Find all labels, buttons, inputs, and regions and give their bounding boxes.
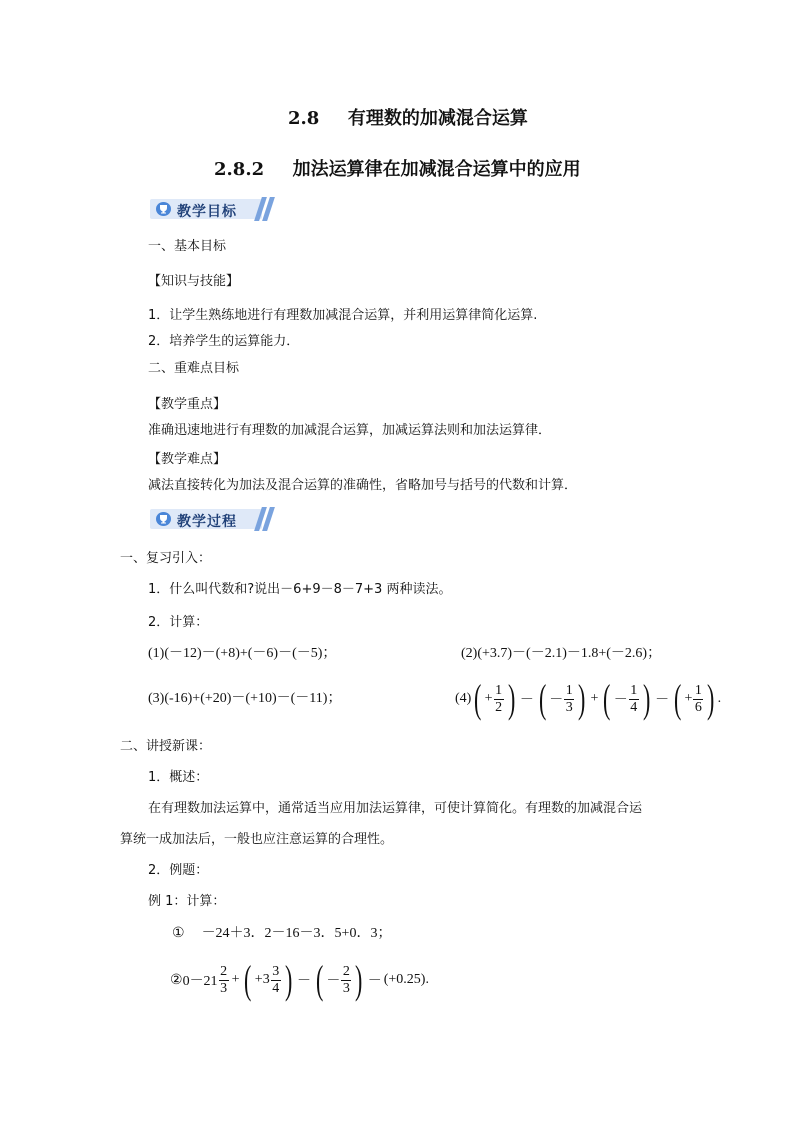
- part-marker: ①: [172, 926, 185, 941]
- sub-title-text: 加法运算律在加减混合运算中的应用: [292, 159, 581, 180]
- example-1-part-b: [170, 959, 429, 1001]
- operator: +: [231, 972, 240, 987]
- period: .: [425, 972, 429, 987]
- paren-open: (: [474, 676, 482, 721]
- fraction: [219, 964, 229, 997]
- overview-line-1: 在有理数加法运算中，通常适当应用加法运算律，可使计算简化。有理数的加减混合运: [148, 801, 643, 816]
- exercise-3: (3)(-16)+(+20)－(+10)－(－11)；: [148, 691, 342, 706]
- knowledge-heading: 【知识与技能】: [148, 274, 240, 289]
- fraction-numerator: 2: [342, 963, 350, 979]
- examples-heading: 2．例题：: [148, 863, 209, 878]
- operator: －: [297, 974, 312, 989]
- fraction-denominator: 3: [565, 699, 573, 715]
- fraction-numerator: 1: [495, 682, 503, 698]
- term-sign: －: [326, 974, 341, 989]
- paren-close: ): [355, 957, 363, 1002]
- expression-start: 0－21: [182, 974, 218, 989]
- example-1-heading: 例 1：计算：: [148, 894, 226, 909]
- overview-line-2: 算统一成加法后，一般也应注意运算的合理性。: [120, 832, 394, 847]
- fraction-numerator: 1: [630, 682, 638, 698]
- operator: +: [590, 691, 599, 706]
- fraction: [629, 683, 639, 716]
- paren-close: ): [507, 676, 515, 721]
- fraction: [693, 683, 703, 716]
- fraction-denominator: 4: [630, 699, 638, 715]
- goal-item-1: 1．让学生熟练地进行有理数加减混合运算，并利用运算律简化运算.: [148, 308, 538, 323]
- exercise-4: [455, 678, 721, 720]
- overview-heading: 1．概述：: [148, 770, 209, 785]
- part-marker: ②: [170, 972, 183, 988]
- term-sign: +: [484, 691, 493, 706]
- paren-close: ): [284, 957, 293, 1002]
- key-goals-heading: 二、重难点目标: [148, 361, 240, 376]
- goal-item-2: 2．培养学生的运算能力．: [148, 334, 300, 349]
- exercise-4-label: (4): [455, 691, 472, 706]
- main-title-text: 有理数的加减混合运算: [347, 108, 528, 129]
- exercise-2: (2)(+3.7)－(－2.1)－1.8+(－2.6)；: [461, 646, 662, 661]
- paren-open: (: [603, 676, 611, 721]
- fraction: [271, 964, 281, 997]
- term-group: (+0.25): [383, 972, 426, 987]
- example-1-part-a: [172, 926, 391, 942]
- banner-label: 教学过程: [177, 514, 237, 530]
- difficulty-text: 减法直接转化为加法及混合运算的准确性，省略加号与括号的代数和计算．: [148, 478, 578, 493]
- term-sign: －: [549, 693, 564, 708]
- fraction-numerator: 2: [220, 963, 228, 979]
- fraction: [341, 964, 351, 997]
- paren-open: (: [674, 676, 682, 721]
- trophy-icon: [156, 512, 171, 526]
- new-lesson-heading: 二、讲授新课：: [120, 739, 212, 754]
- focus-text: 准确迅速地进行有理数的加减混合运算，加减运算法则和加法运算律．: [148, 423, 552, 438]
- fraction-denominator: 3: [220, 980, 228, 996]
- basic-goals-heading: 一、基本目标: [148, 239, 227, 254]
- review-question-1: 1．什么叫代数和?说出－6+9－8－7+3 两种读法。: [148, 582, 452, 597]
- sub-title: [214, 155, 581, 181]
- review-question-2: 2．计算：: [148, 615, 209, 630]
- paren-open: (: [538, 676, 547, 721]
- section-banner-process: [150, 507, 274, 531]
- paren-open: (: [316, 957, 324, 1002]
- fraction-numerator: 3: [272, 963, 280, 979]
- review-heading: 一、复习引入：: [120, 551, 212, 566]
- focus-heading: 【教学重点】: [148, 397, 227, 412]
- paren-close: ): [707, 676, 715, 721]
- fraction-denominator: 6: [694, 699, 702, 715]
- fraction-denominator: 3: [342, 980, 350, 996]
- paren-close: ): [578, 676, 586, 721]
- sub-title-number: 2.8.2: [214, 159, 265, 180]
- paren-close: ): [642, 676, 651, 721]
- term-sign: +3: [254, 972, 270, 987]
- fraction-numerator: 1: [565, 682, 573, 698]
- operator: －: [519, 693, 534, 708]
- fraction-numerator: 1: [694, 682, 702, 698]
- paren-open: (: [244, 957, 252, 1002]
- difficulty-heading: 【教学难点】: [148, 452, 227, 467]
- operator: －: [367, 974, 382, 989]
- trophy-icon: [156, 202, 171, 216]
- exercise-1: (1)(－12)－(+8)+(－6)－(－5)；: [148, 646, 337, 661]
- fraction-denominator: 2: [495, 699, 503, 715]
- operator: －: [655, 693, 670, 708]
- fraction: [494, 683, 504, 716]
- fraction: [564, 683, 574, 716]
- term-sign: －: [613, 693, 628, 708]
- period: .: [717, 691, 722, 706]
- main-title-number: 2.8: [288, 108, 320, 129]
- term-value: +0.25: [388, 972, 421, 987]
- part-expression: －24＋3．2－16－3．5+0．3；: [201, 926, 392, 941]
- banner-label: 教学目标: [177, 204, 237, 220]
- term-sign: +: [684, 691, 693, 706]
- section-banner-goals: [150, 197, 274, 221]
- main-title: [288, 104, 528, 130]
- fraction-denominator: 4: [272, 980, 280, 996]
